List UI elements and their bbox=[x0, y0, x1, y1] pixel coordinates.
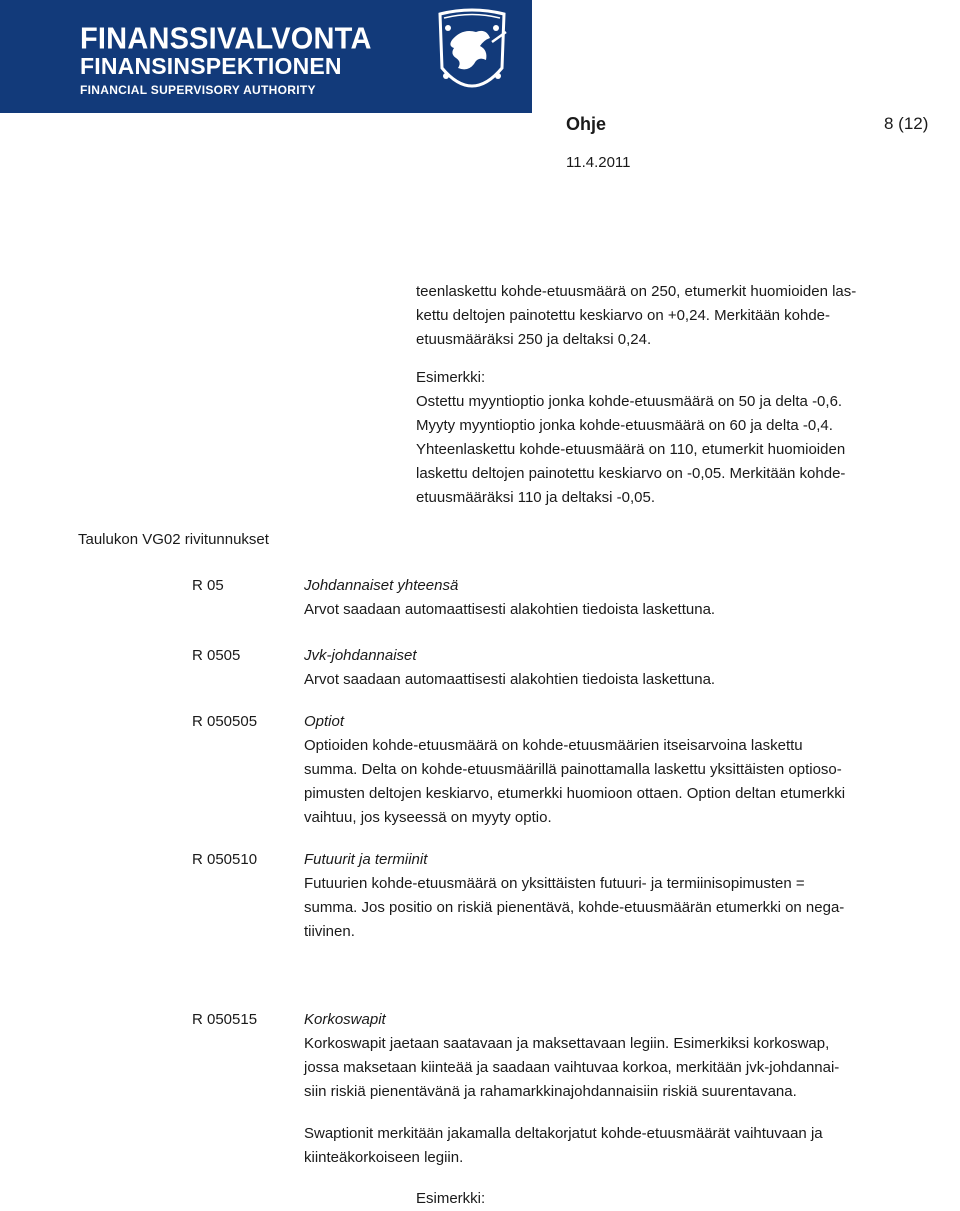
authority-logo bbox=[0, 0, 532, 113]
text-line: Ostettu myyntioptio jonka kohde-etuusmäärä on 50 ja delta -0,6. bbox=[416, 393, 843, 410]
document-type: Ohje bbox=[566, 114, 607, 134]
text-line: Myyty myyntioptio jonka kohde-etuusmäärä on 60 ja delta -0,4. bbox=[416, 417, 833, 434]
row-title: Johdannaiset yhteensä bbox=[304, 577, 459, 594]
page-header bbox=[0, 0, 960, 113]
logo-line-1: FINANSSIVALVONTA bbox=[80, 22, 372, 56]
row-description bbox=[304, 848, 944, 944]
row-description bbox=[304, 644, 944, 692]
document-date: 11.4.2011 bbox=[566, 154, 631, 171]
intro-paragraph bbox=[416, 280, 936, 352]
text-line: Korkoswapit jaetaan saatavaan ja maksettavaan legiin. Esimerkiksi korkoswap, bbox=[304, 1035, 830, 1052]
text-line: summa. Jos positio on riskiä pienentävä, kohde-etuusmäärän etumerkki on nega- bbox=[304, 899, 845, 916]
text-line: siin riskiä pienentävänä ja rahamarkkinajohdannaisiin riskiä suurentavana. bbox=[304, 1083, 797, 1100]
page-number: 8 (12) bbox=[884, 114, 929, 133]
section-title: Taulukon VG02 rivitunnukset bbox=[78, 531, 269, 548]
row-code: R 0505 bbox=[192, 647, 241, 664]
text-line: summa. Delta on kohde-etuusmäärillä painottamalla laskettu yksittäisten optioso- bbox=[304, 761, 842, 778]
text-line: Yhteenlaskettu kohde-etuusmäärä on 110, etumerkit huomioiden bbox=[416, 441, 846, 458]
row-title: Korkoswapit bbox=[304, 1011, 386, 1028]
row-code: R 050515 bbox=[192, 1011, 258, 1028]
text-line: tiivinen. bbox=[304, 923, 355, 940]
text-line: teenlaskettu kohde-etuusmäärä on 250, etumerkit huomioiden las- bbox=[416, 283, 857, 300]
text-line: Arvot saadaan automaattisesti alakohtien tiedoista laskettuna. bbox=[304, 671, 716, 688]
text-line: Swaptionit merkitään jakamalla deltakorjatut kohde-etuusmäärät vaihtuvaan ja bbox=[304, 1125, 823, 1142]
lion-seal-icon bbox=[422, 6, 522, 106]
row-title: Jvk-johdannaiset bbox=[304, 647, 417, 664]
text-line: pimusten deltojen keskiarvo, etumerkki huomioon ottaen. Option deltan etumerkki bbox=[304, 785, 846, 802]
example-label: Esimerkki: bbox=[416, 369, 486, 386]
text-line: jossa maksetaan kiinteää ja saadaan vaihtuvaa korkoa, merkitään jvk-johdannai- bbox=[304, 1059, 840, 1076]
logo-line-2: FINANSINSPEKTIONEN bbox=[80, 53, 342, 79]
example-block bbox=[416, 366, 936, 510]
logo-line-3: FINANCIAL SUPERVISORY AUTHORITY bbox=[80, 83, 316, 97]
example-label: Esimerkki: bbox=[416, 1190, 486, 1207]
text-line: Optioiden kohde-etuusmäärä on kohde-etuusmäärien itseisarvoina laskettu bbox=[304, 737, 803, 754]
row-description bbox=[304, 1008, 944, 1104]
text-line: kiinteäkorkoiseen legiin. bbox=[304, 1149, 464, 1166]
row-paragraph bbox=[304, 1122, 944, 1170]
text-line: laskettu deltojen painotettu keskiarvo on -0,05. Merkitään kohde- bbox=[416, 465, 846, 482]
text-line: etuusmääräksi 110 ja deltaksi -0,05. bbox=[416, 489, 656, 506]
row-description bbox=[304, 574, 944, 622]
text-line: vaihtuu, jos kyseessä on myyty optio. bbox=[304, 809, 552, 826]
text-line: kettu deltojen painotettu keskiarvo on +0,24. Merkitään kohde- bbox=[416, 307, 831, 324]
row-code: R 05 bbox=[192, 577, 224, 594]
row-title: Futuurit ja termiinit bbox=[304, 851, 428, 868]
text-line: Arvot saadaan automaattisesti alakohtien tiedoista laskettuna. bbox=[304, 601, 716, 618]
text-line: Futuurien kohde-etuusmäärä on yksittäisten futuuri- ja termiinisopimusten = bbox=[304, 875, 805, 892]
text-line: etuusmääräksi 250 ja deltaksi 0,24. bbox=[416, 331, 652, 348]
row-code: R 050505 bbox=[192, 713, 258, 730]
row-title: Optiot bbox=[304, 713, 345, 730]
row-code: R 050510 bbox=[192, 851, 258, 868]
row-description bbox=[304, 710, 944, 830]
